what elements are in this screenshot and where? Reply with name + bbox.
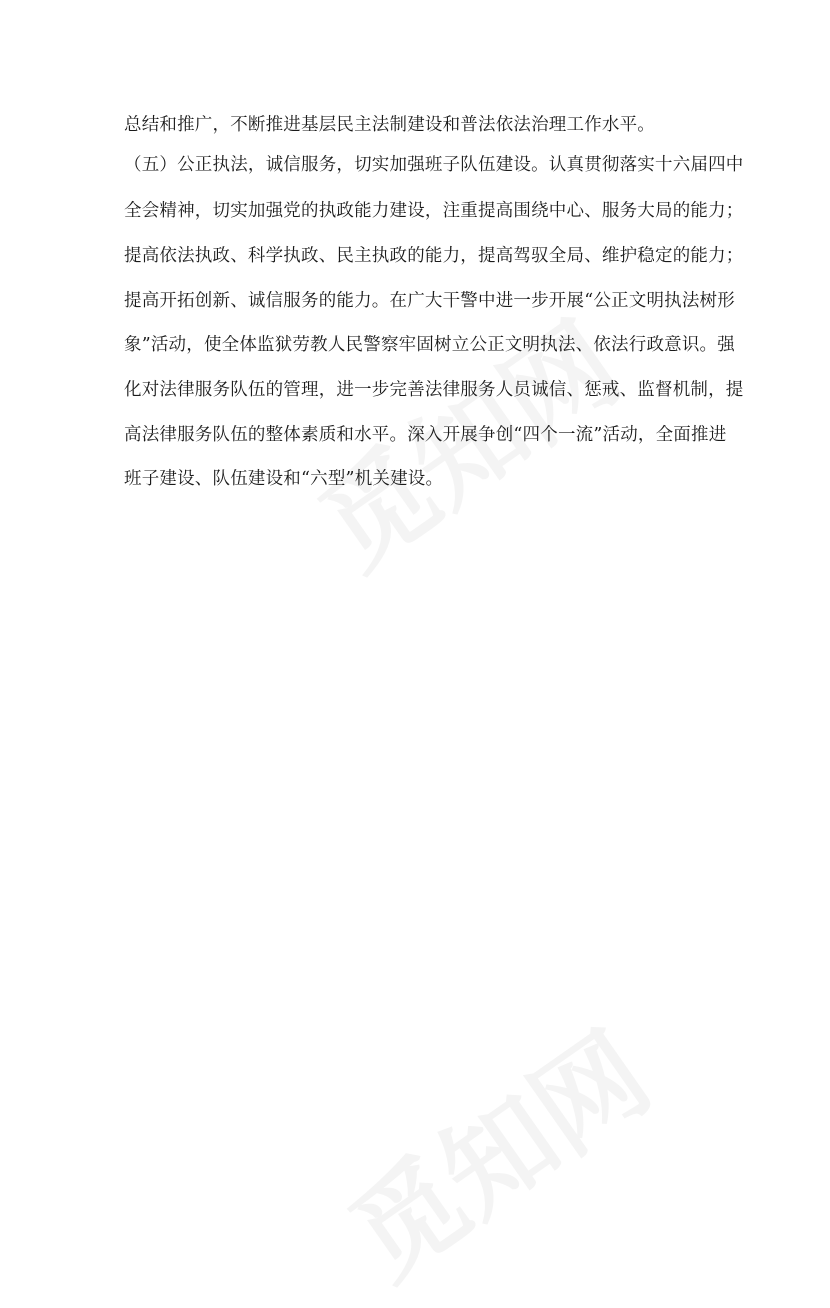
paragraph-line: 全会精神，切实加强党的执政能力建设，注重提高围绕中心、服务大局的能力； bbox=[124, 201, 744, 221]
paragraph-line: 化对法律服务队伍的管理，进一步完善法律服务人员诚信、惩戒、监督机制，提 bbox=[124, 380, 744, 400]
paragraph-line: 高法律服务队伍的整体素质和水平。深入开展争创“四个一流”活动，全面推进 bbox=[124, 425, 727, 445]
paragraph-line: 总结和推广，不断推进基层民主法制建设和普法依法治理工作水平。 bbox=[124, 115, 655, 135]
paragraph-line: 象”活动，使全体监狱劳教人民警察牢固树立公正文明执法、依法行政意识。强 bbox=[124, 335, 735, 355]
paragraph-line: 提高依法执政、科学执政、民主执政的能力，提高驾驭全局、维护稳定的能力； bbox=[124, 246, 744, 266]
paragraph-line: （五）公正执法，诚信服务，切实加强班子队伍建设。认真贯彻落实十六届四中 bbox=[124, 155, 744, 175]
paragraph-line: 班子建设、队伍建设和“六型”机关建设。 bbox=[124, 469, 444, 489]
paragraph-line: 提高开拓创新、诚信服务的能力。在广大干警中进一步开展“公正文明执法树形 bbox=[124, 291, 735, 311]
watermark-logo bbox=[315, 990, 676, 1308]
